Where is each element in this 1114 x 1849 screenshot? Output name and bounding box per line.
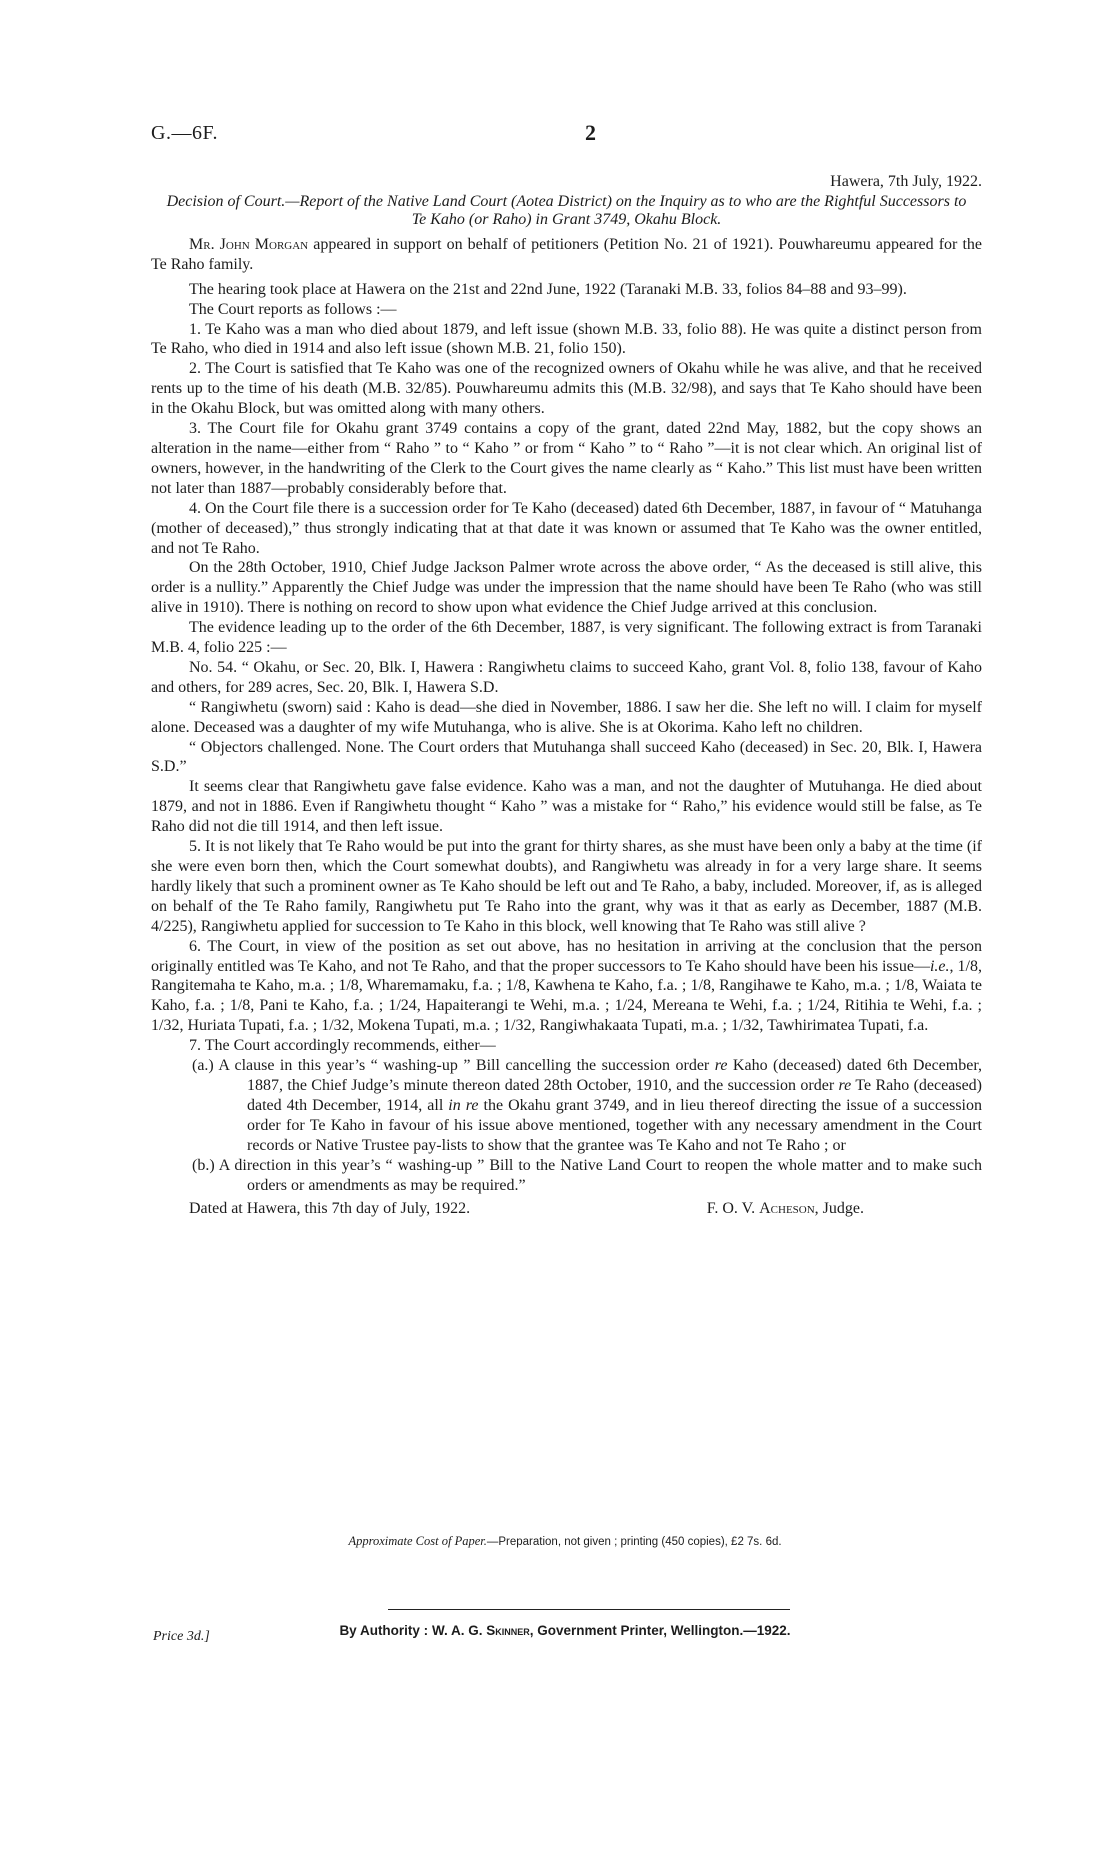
divider-rule [388, 1609, 790, 1610]
paragraph-6-before: 6. The Court, in view of the position as set out above, has no hesitation in arriving at the conclusion that the person originally entitled was Te Kaho, and not Te Raho, and that the proper successors to Te Kaho should have been his issue— [151, 937, 982, 975]
paragraph-extract: No. 54. “ Okahu, or Sec. 20, Blk. I, Hawera : Rangiwhetu claims to succeed Kaho, grant Vol. 8, folio 138, favour of Kaho and others, for 289 acres, Sec. 20, Blk. I, Hawera S.D. [151, 658, 982, 696]
printer-rest: , Government Printer, Wellington.—1922. [529, 1623, 791, 1638]
price: Price 3d.] [153, 1629, 210, 1644]
paragraph-objectors: “ Objectors challenged. None. The Court orders that Mutuhanga shall succeed Kaho (deceased) in Sec. 20, Blk. I, Hawera S.D.” [151, 738, 982, 776]
printer-initials: W. A. G. [431, 1623, 483, 1638]
page-header [151, 122, 979, 152]
report-title: Decision of Court.—Report of the Native Land Court (Aotea District) on the Inquiry as to who are the Rightful Successors to Te Kaho (or Raho) in Grant 3749, Okahu Block. [166, 192, 967, 229]
paragraph-6 [151, 937, 982, 1037]
judge-title: , Judge. [814, 1200, 864, 1218]
paragraph-3: 3. The Court file for Okahu grant 3749 contains a copy of the grant, dated 22nd May, 1882, but the copy shows an alteration in the name—either from “ Raho ” to “ Kaho ” or from “ Kaho ” to “ Raho ”—it is not clear which. An original list of owners, however, in the handwriting of the Clerk to the Court gives the name clearly as “ Kaho.” This list must have been written not later than 1887—probably considerably before that. [151, 420, 982, 497]
ie-abbrev: i.e. [929, 957, 950, 975]
authority-prefix: By Authority : [339, 1623, 429, 1638]
judge-initials: F. O. V. [706, 1200, 756, 1218]
re-abbrev-1: re [714, 1057, 728, 1075]
paragraph-7: 7. The Court accordingly recommends, either— [189, 1037, 496, 1055]
paragraph-reports: The Court reports as follows :— [189, 300, 397, 318]
report-body [151, 172, 982, 1219]
clause-a-text-3: Te Raho (deceased) dated 4th December, 1914, all [247, 1076, 982, 1114]
place-date: Hawera, 7th July, 1922. [830, 173, 982, 190]
printer-authority [151, 1623, 979, 1638]
paragraph-4: 4. On the Court file there is a succession order for Te Kaho (deceased) dated 6th December, 1887, in favour of “ Matuhanga (mother of deceased),” thus strongly indicating that at that date it was known or assumed that Te Kaho was the owner entitled, and not Te Raho. [151, 499, 982, 557]
signature-line [151, 1199, 982, 1219]
cost-label: Approximate Cost of Paper. [348, 1534, 487, 1548]
judge-surname: Acheson [759, 1200, 815, 1218]
paragraph-2: 2. The Court is satisfied that Te Kaho was one of the recognized owners of Okahu while he was alive, and that he received rents up to the time of his death (M.B. 32/85). Pouwhareumu admits this (M.B. 32/98), and says that Te Kaho should have been in the Okahu Block, but was omitted along with many others. [151, 360, 982, 418]
paragraph-rangiwhetu: “ Rangiwhetu (sworn) said : Kaho is dead—she died in November, 1886. I saw her die. She left no will. I claim for myself alone. Deceased was a daughter of my wife Mutuhanga, who is alive. She is at Okorima. Kaho left no children. [151, 698, 982, 736]
dated-line: Dated at Hawera, this 7th day of July, 1922. [189, 1200, 471, 1218]
paragraph-chief-judge: On the 28th October, 1910, Chief Judge Jackson Palmer wrote across the above order, “ As the deceased is still alive, this order is a nullity.” Apparently the Chief Judge was under the impression that the name should have been Te Raho (who was still alive in 1910). There is nothing on record to show upon what evidence the Chief Judge arrived at this conclusion. [151, 559, 982, 617]
paragraph-6-after: , 1/8, Rangitemaha te Kaho, m.a. ; 1/8, Wharemamaku, f.a. ; 1/8, Kawhena te Kaho, f.a. ; 1/8, Rangihawe te Kaho, m.a. ; 1/8, Waiata te Kaho, f.a. ; 1/8, Pani te Kaho, f.a. ; 1/24, Hapaiterangi te Wehi, m.a. ; 1/24, Mereana te Wehi, f.a. ; 1/24, Ritihia te Wehi, f.a. ; 1/32, Huriata Tupati, f.a. ; 1/32, Mokena Tupati, m.a. ; 1/32, Rangiwhakaata Tupati, m.a. ; 1/32, Tawhirimatea Tupati, f.a. [151, 957, 982, 1035]
cost-text: —Preparation, not given ; printing (450 copies), £2 7s. 6d. [486, 1536, 782, 1548]
clause-a-label: (a.) [192, 1057, 214, 1075]
appearance-paragraph [151, 235, 982, 275]
counsel-name: John Morgan [219, 235, 309, 253]
mr-prefix: Mr. [189, 235, 215, 253]
cost-of-paper [151, 1534, 979, 1549]
in-re-abbrev: in re [448, 1096, 479, 1114]
paragraph-hearing: The hearing took place at Hawera on the 21st and 22nd June, 1922 (Taranaki M.B. 33, folios 84–88 and 93–99). [189, 280, 907, 298]
paragraph-1: 1. Te Kaho was a man who died about 1879, and left issue (shown M.B. 33, folio 88). He was quite a distinct person from Te Raho, who died in 1914 and also left issue (shown M.B. 21, folio 150). [151, 320, 982, 358]
document-reference: G.—6F. [151, 122, 218, 144]
clause-a-text-4: the Okahu grant 3749, and in lieu thereof directing the issue of a succession order for Te Kaho in favour of his issue above mentioned, together with any necessary amendment in the Court records or Native Trustee pay-lists to show that the grantee was Te Kaho and not Te Raho ; or [247, 1096, 982, 1154]
appearance-text: appeared in support on behalf of petitioners (Petition No. 21 of 1921). Pouwhareumu appeared for the Te Raho family. [151, 235, 983, 273]
clause-b-text: A direction in this year’s “ washing-up ” Bill to the Native Land Court to reopen the whole matter and to make such orders or amendments as may be required.” [214, 1156, 982, 1194]
page-number: 2 [585, 120, 596, 145]
clause-a-text-2: Kaho (deceased) dated 6th December, 1887, the Chief Judge’s minute thereon dated 28th October, 1910, and the succession order [247, 1057, 983, 1094]
paragraph-false-evidence: It seems clear that Rangiwhetu gave false evidence. Kaho was a man, and not the daughter of Mutuhanga. He died about 1879, and not in 1886. Even if Rangiwhetu thought “ Kaho ” was a mistake for “ Raho,” his evidence would still be false, as Te Raho did not die till 1914, and then left issue. [151, 778, 982, 836]
paragraph-evidence: The evidence leading up to the order of the 6th December, 1887, is very significant. The following extract is from Taranaki M.B. 4, folio 225 :— [151, 619, 982, 657]
printer-surname: Skinner [486, 1623, 530, 1638]
clause-a-text-1: A clause in this year’s “ washing-up ” Bill cancelling the succession order [213, 1057, 715, 1075]
judge-signature [707, 1199, 864, 1219]
clause-b-label: (b.) [192, 1156, 215, 1174]
paragraph-5: 5. It is not likely that Te Raho would be put into the grant for thirty shares, as she must have been only a baby at the time (if she were even born then, which the Court somewhat doubts), and Rangiwhetu was already in for a very large share. It seems hardly likely that such a prominent owner as Te Kaho should be left out and Te Raho, a baby, included. Moreover, if, as is alleged on behalf of the Te Raho family, Rangiwhetu put Te Raho into the grant, why was it that as early as December, 1887 (M.B. 4/225), Rangiwhetu applied for succession to Te Kaho in this block, well knowing that Te Raho was still alive ? [151, 838, 982, 935]
clause-b [151, 1156, 982, 1196]
clause-a [151, 1056, 982, 1156]
re-abbrev-2: re [838, 1076, 852, 1094]
